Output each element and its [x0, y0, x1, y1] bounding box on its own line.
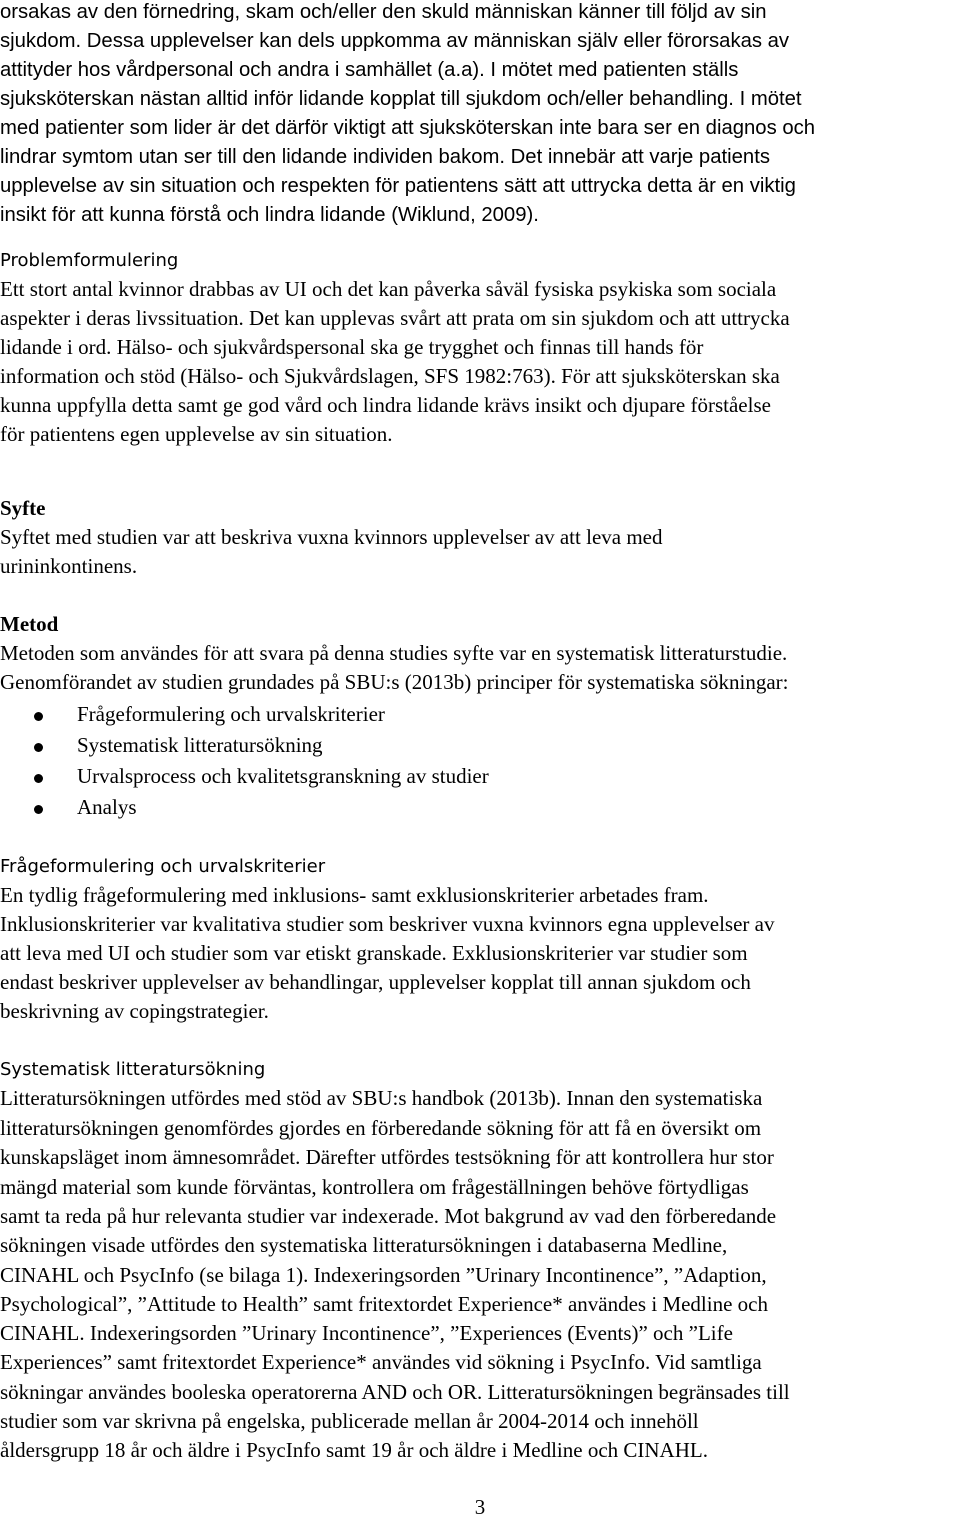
bullet-item: Frågeformulering och urvalskriterier — [77, 702, 385, 726]
fragor-line: endast beskriver upplevelser av behandlingar, upplevelser kopplat till annan sjukdom och — [0, 970, 751, 994]
bullet-item: Systematisk litteratursökning — [77, 733, 323, 757]
sok-line: Experiences” samt fritextordet Experience* användes vid sökning i PsycInfo. Vid samtliga — [0, 1350, 762, 1374]
sok-line: CINAHL. Indexeringsorden ”Urinary Incontinence”, ”Experiences (Events)” och ”Life — [0, 1321, 733, 1345]
fragor-line: Inklusionskriterier var kvalitativa studier som beskriver vuxna kvinnors egna upplevelser av — [0, 912, 775, 936]
sok-line: samt ta reda på hur relevanta studier var indexerade. Mot bakgrund av vad den förberedande — [0, 1204, 777, 1228]
section-heading-fragor: Frågeformulering och urvalskriterier — [0, 856, 326, 877]
problem-line: aspekter i deras livssituation. Det kan upplevas svårt att prata om sin sjukdom och att uttrycka — [0, 306, 790, 330]
syfte-line: urininkontinens. — [0, 554, 138, 578]
sok-line: studier som var skrivna på engelska, publicerade mellan år 2004-2014 och innehöll — [0, 1409, 699, 1433]
problem-line: Ett stort antal kvinnor drabbas av UI och det kan påverka såväl fysiska psykiska som sociala — [0, 277, 777, 301]
metod-line: Genomförandet av studien grundades på SBU:s (2013b) principer för systematiska sökningar: — [0, 670, 789, 694]
sok-line: mängd material som kunde förväntas, kontrollera om frågeställningen behöve förtydligas — [0, 1175, 749, 1199]
section-heading-metod: Metod — [0, 612, 59, 636]
sok-line: sökningen visade utfördes den systematiska litteratursökningen i databaserna Medline, — [0, 1233, 728, 1257]
bullet-icon — [34, 774, 43, 783]
bullet-icon — [34, 712, 43, 721]
bullet-icon — [34, 743, 43, 752]
sok-line: Psychological”, ”Attitude to Health” samt fritextordet Experience* användes i Medline och — [0, 1292, 768, 1316]
bullet-item: Urvalsprocess och kvalitetsgranskning av studier — [77, 764, 489, 788]
sok-line: sökningar användes booleska operatorerna AND och OR. Litteratursökningen begränsades till — [0, 1380, 790, 1404]
problem-line: kunna uppfylla detta samt ge god vård och lindra lidande krävs insikt och djupare förståelse — [0, 393, 771, 417]
intro-line: insikt för att kunna förstå och lindra lidande (Wiklund, 2009). — [0, 204, 539, 226]
bullet-icon — [34, 805, 43, 814]
syfte-line: Syftet med studien var att beskriva vuxna kvinnors upplevelser av att leva med — [0, 525, 663, 549]
sok-line: Litteratursökningen utfördes med stöd av SBU:s handbok (2013b). Innan den systematiska — [0, 1086, 763, 1110]
sok-line: kunskapsläget inom ämnesområdet. Därefter utfördes testsökning för att kontrollera hur stor — [0, 1145, 774, 1169]
fragor-line: En tydlig frågeformulering med inklusions- samt exklusionskriterier arbetades fram. — [0, 883, 709, 907]
intro-line: med patienter som lider är det därför viktigt att sjuksköterskan inte bara ser en diagnos och — [0, 117, 816, 139]
section-heading-sokning: Systematisk litteratursökning — [0, 1059, 266, 1080]
problem-line: information och stöd (Hälso- och Sjukvårdslagen, SFS 1982:763). För att sjuksköterskan ska — [0, 364, 780, 388]
metod-line: Metoden som användes för att svara på denna studies syfte var en systematisk litteraturstudie. — [0, 641, 788, 665]
intro-line: lindrar symtom utan ser till den lidande individen bakom. Det innebär att varje patients — [0, 146, 770, 168]
sok-line: litteratursökningen genomfördes gjordes en förberedande sökning för att få en översikt om — [0, 1116, 762, 1140]
fragor-line: att leva med UI och studier som var etiskt granskade. Exklusionskriterier var studier som — [0, 941, 748, 965]
intro-line: orsakas av den förnedring, skam och/eller den skuld människan känner till följd av sin — [0, 1, 767, 23]
intro-line: sjuksköterskan nästan alltid inför lidande kopplat till sjukdom och/eller behandling. I mötet — [0, 88, 802, 110]
intro-line: sjukdom. Dessa upplevelser kan dels uppkomma av människan själv eller förorsakas av — [0, 30, 790, 52]
sok-line: åldersgrupp 18 år och äldre i PsycInfo samt 19 år och äldre i Medline och CINAHL. — [0, 1438, 708, 1462]
intro-line: upplevelse av sin situation och respekten för patientens sätt att uttrycka detta är en viktig — [0, 175, 796, 197]
page-number: 3 — [474, 1495, 486, 1519]
sok-line: CINAHL och PsycInfo (se bilaga 1). Indexeringsorden ”Urinary Incontinence”, ”Adaption, — [0, 1263, 767, 1287]
section-heading-syfte: Syfte — [0, 496, 46, 520]
section-heading-problemformulering: Problemformulering — [0, 250, 179, 271]
problem-line: lidande i ord. Hälso- och sjukvårdspersonal ska ge trygghet och finnas till hands för — [0, 335, 704, 359]
bullet-item: Analys — [77, 795, 137, 819]
intro-line: attityder hos vårdpersonal och andra i samhället (a.a). I mötet med patienten ställs — [0, 59, 739, 81]
fragor-line: beskrivning av copingstrategier. — [0, 999, 269, 1023]
problem-line: för patientens egen upplevelse av sin situation. — [0, 422, 393, 446]
